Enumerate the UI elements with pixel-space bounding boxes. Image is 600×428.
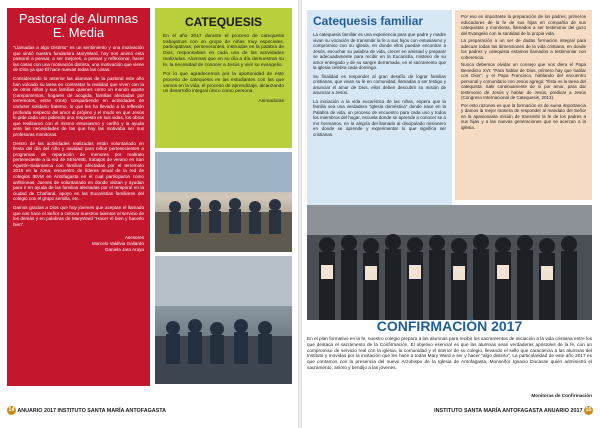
footer-right-text: INSTITUTO SANTA MARÍA ANTOFAGASTA ANUARIO 2017	[434, 407, 583, 414]
pastoral-paragraph: Dentro de las actividades realizadas están voluntariado en fiesta del día del niño y navidad para niños pertenecientes a programas de reparación de menores por maltrato perteneciente a la red de SENAME, trabajos de verano en San Agustín-Salamanca con familias afectadas por el terremoto 2016 en la zona, encuentro de líderes anual de la red de colegios IBVM en Antofagasta en el cual participaron como anfitrionas, Jueves de voluntariado en donde visitan y ayudan para ir en ayuda de las familias afectadas por el temporal en la ciudad de Chañaral, apoyo en las Eucaristías familiares del colegio con el grupo semilla, etc.	[13, 140, 144, 202]
catequesis-signature: Animadoras	[258, 99, 284, 105]
catequesis-familiar-box	[307, 10, 452, 225]
confirmacion-signature: Monitoras de Confirmación	[531, 393, 592, 398]
catequesis-familiar-title: Catequesis familiar	[313, 14, 424, 28]
footer-left	[7, 406, 207, 416]
footer-right	[410, 406, 593, 416]
catequesis-familiar-side-box	[455, 10, 592, 200]
confirmation-group-photo-image	[307, 205, 592, 320]
catequesis-familiar-paragraph: La catequesis familiar es una experiencia para que padre y madre vivan su vocación de transmitir la fe a sus hijos con entusiasmo y compromiso con su iglesia, en donde ellos puedan encontrar a Jesús, escuchar su palabra de vida, crecer en amistad y preparar se adecuadamente para recibir en la Eucaristía, misterio de su amor entregado y de su sangre derramada, en el sacramento que la iglesia celebra cada domingo.	[313, 32, 446, 70]
signature-name: Marcelo Valdivia Gallardo	[92, 241, 144, 246]
pastoral-column	[7, 8, 150, 386]
side-paragraph: La preparación a un ser de dadas formación integral para adecuar todas las dimensiones de la vida cristiana, en donde los padres y catequista estamos llamados a testimoniar con coherencia.	[461, 38, 586, 60]
catequesis-paragraph: En el año 2017 durante el proceso de catequesis trabajamos con un grupo de niñas muy especiales, participativas, perseverantes, instruidas en la palabra de Dios, responsables en cada una de las actividades realizadas. Alumnas que en su día a día demuestran su fe, la necesidad de conocer a Jesús y vivir su evangelio.	[163, 34, 284, 68]
footer-left-text: ANUARIO 2017 INSTITUTO SANTA MARÍA ANTOFAGASTA	[17, 407, 167, 414]
students-photo-indoor-image	[155, 256, 292, 384]
side-paragraph: Nunca debemos olvidar un consejo que nos diera el Papa Benedicto XVI: “Para hablar de Dios, primero hay que hablar con Dios”, y el Papa Francisco, hablando del encuentro personal y comunitario con Jesús agregó: “Ésta es la tarea del catequista: Salir continuamente de sí por amor, para dar testimonio de Jesús y hablar de Jesús, predicar a Jesús (Congreso Internacional de Catequesis, 2013).	[461, 62, 586, 100]
signature-name: Daniela Jara Araya	[105, 246, 144, 252]
confirmacion-title: CONFIRMACIÓN 2017	[376, 318, 523, 334]
students-photo-indoor	[155, 256, 292, 384]
side-paragraph: Por esto razones es que la formación es de suma importancia y damos la mejor manera de responder al mandato del Señor en la apasionante misión de transmitir la fe de los padres a sus hijas y a las nuevas generaciones que se acercan a la iglesia.	[461, 102, 586, 130]
pastoral-paragraph: “Llamadas a algo Distinto” es un sentimiento y una motivación que sintió nuestra fundadora MaryWard, hoy nos animó esta pastoral a pensar, a ser mejores, a pensar y reflexionar, hacer las cosas con una motivación distinta, una motivación que viene de Dios ya que Él hace nuevas todas las cosas.	[13, 45, 144, 73]
catequesis-familiar-paragraph: La iniciación a la vida eucarística de las niñas, espera que la familia sea una verdadera “iglesia doméstica” donde nace en la Palabra de vida, un proceso de encuentro para cada uno y todos los miembros del hogar, escuela donde se aprende a conocer se a mo hermanos, en la alegría del llamado al discipulado misionero en donde se aprende y experimentar lo que significa ser cristianas.	[313, 98, 446, 137]
pastoral-title: Pastoral de Alumnas E. Media	[18, 11, 139, 40]
pastoral-signature	[13, 235, 144, 252]
signature-role: Asesores	[124, 235, 144, 241]
students-photo-outdoor-image	[155, 152, 292, 252]
catequesis-paragraph: Por lo que agradecemos por la oportunidad de este proceso de catequesis en las estudiantes con las que vamos en la vida, el proceso de aprendizaje, alcanzando un desarrollo integral único como persona.	[163, 72, 284, 95]
confirmacion-text: En el plan formativo en la fe, nuestro colegio prepara a las alumnas para recibir los sacramentos de iniciación a la vida cristiana entre los que destaca el sacramento de la Confirmación. El objetivo esencial es que las alumnas sean verdaderas apóstoles de la fe, con un compromiso de servicio real con la iglesia, la comunidad y el interior de su colegio, llevando el sello que caracteriza a las alumnas del Instituto y movidas por la invitación que les hace a todas Mary Ward a ser y hacer “algo distinto”. La particularidad de este año 2017 es que contamos con la presencia del nuevo Arzobispo de la Iglesia de Antofagasta, Monseñor Ignacio Ducasse quién administró el sacramento, animó y bendijo a las jóvenes.	[307, 336, 592, 370]
page-spine	[298, 0, 302, 428]
page-number-left: 14	[8, 407, 15, 413]
confirmation-group-photo	[307, 205, 592, 320]
students-photo-outdoor	[155, 152, 292, 252]
pastoral-paragraph: Considerando lo anterior las alumnas de la pastoral este año han volcado su tarea en contrastar la realidad que viven con la de otros niños y sus familias quienes como un mundo aparte (campamentos, hogares de acogida, familias afectadas por terremotos, entre otros) compartiendo en actividades de carácter solidario fraterno, lo que les ha llevado a la reflexión profunda respecto del amor al prójimo y el modo en que Jesús lo pide cada uno pidiendo una respuesta en sus vidas, los obras que realizaron con el mismo entusiasmo y cariño y la ayuda ante las necesidades de las que hoy las motivaba ser sus profesoras monitoras.	[13, 75, 144, 137]
catequesis-box	[155, 8, 292, 148]
pastoral-paragraph: Damos gracias a Dios que hoy jóvenes que aceptan el llamado que nos hace el Señor a colocar nuestros talentos al servicio de los demás y en palabras de MaryWard “Hacer el bien y hacerlo bien”.	[13, 205, 144, 227]
catequesis-title: CATEQUESIS	[184, 15, 263, 29]
side-paragraph: Por eso es importante la preparación de los padres, primeros educadores de la fe de sus hijas en compañía de sus catequistas y monitoras, llamados a ser testimonio del gozo del Evangelio con la santidad de la propia vida.	[461, 14, 586, 36]
catequesis-familiar-paragraph: Su finalidad es responder al gran desafío de lograr familias cristianas, que vivan su fe en comunidad, llamadas a ser testigo y anunciar el amor de Dios, ellos deben descubrir su misión de anunciar a Jesús.	[313, 73, 446, 95]
page-number-right: 15	[585, 407, 592, 413]
